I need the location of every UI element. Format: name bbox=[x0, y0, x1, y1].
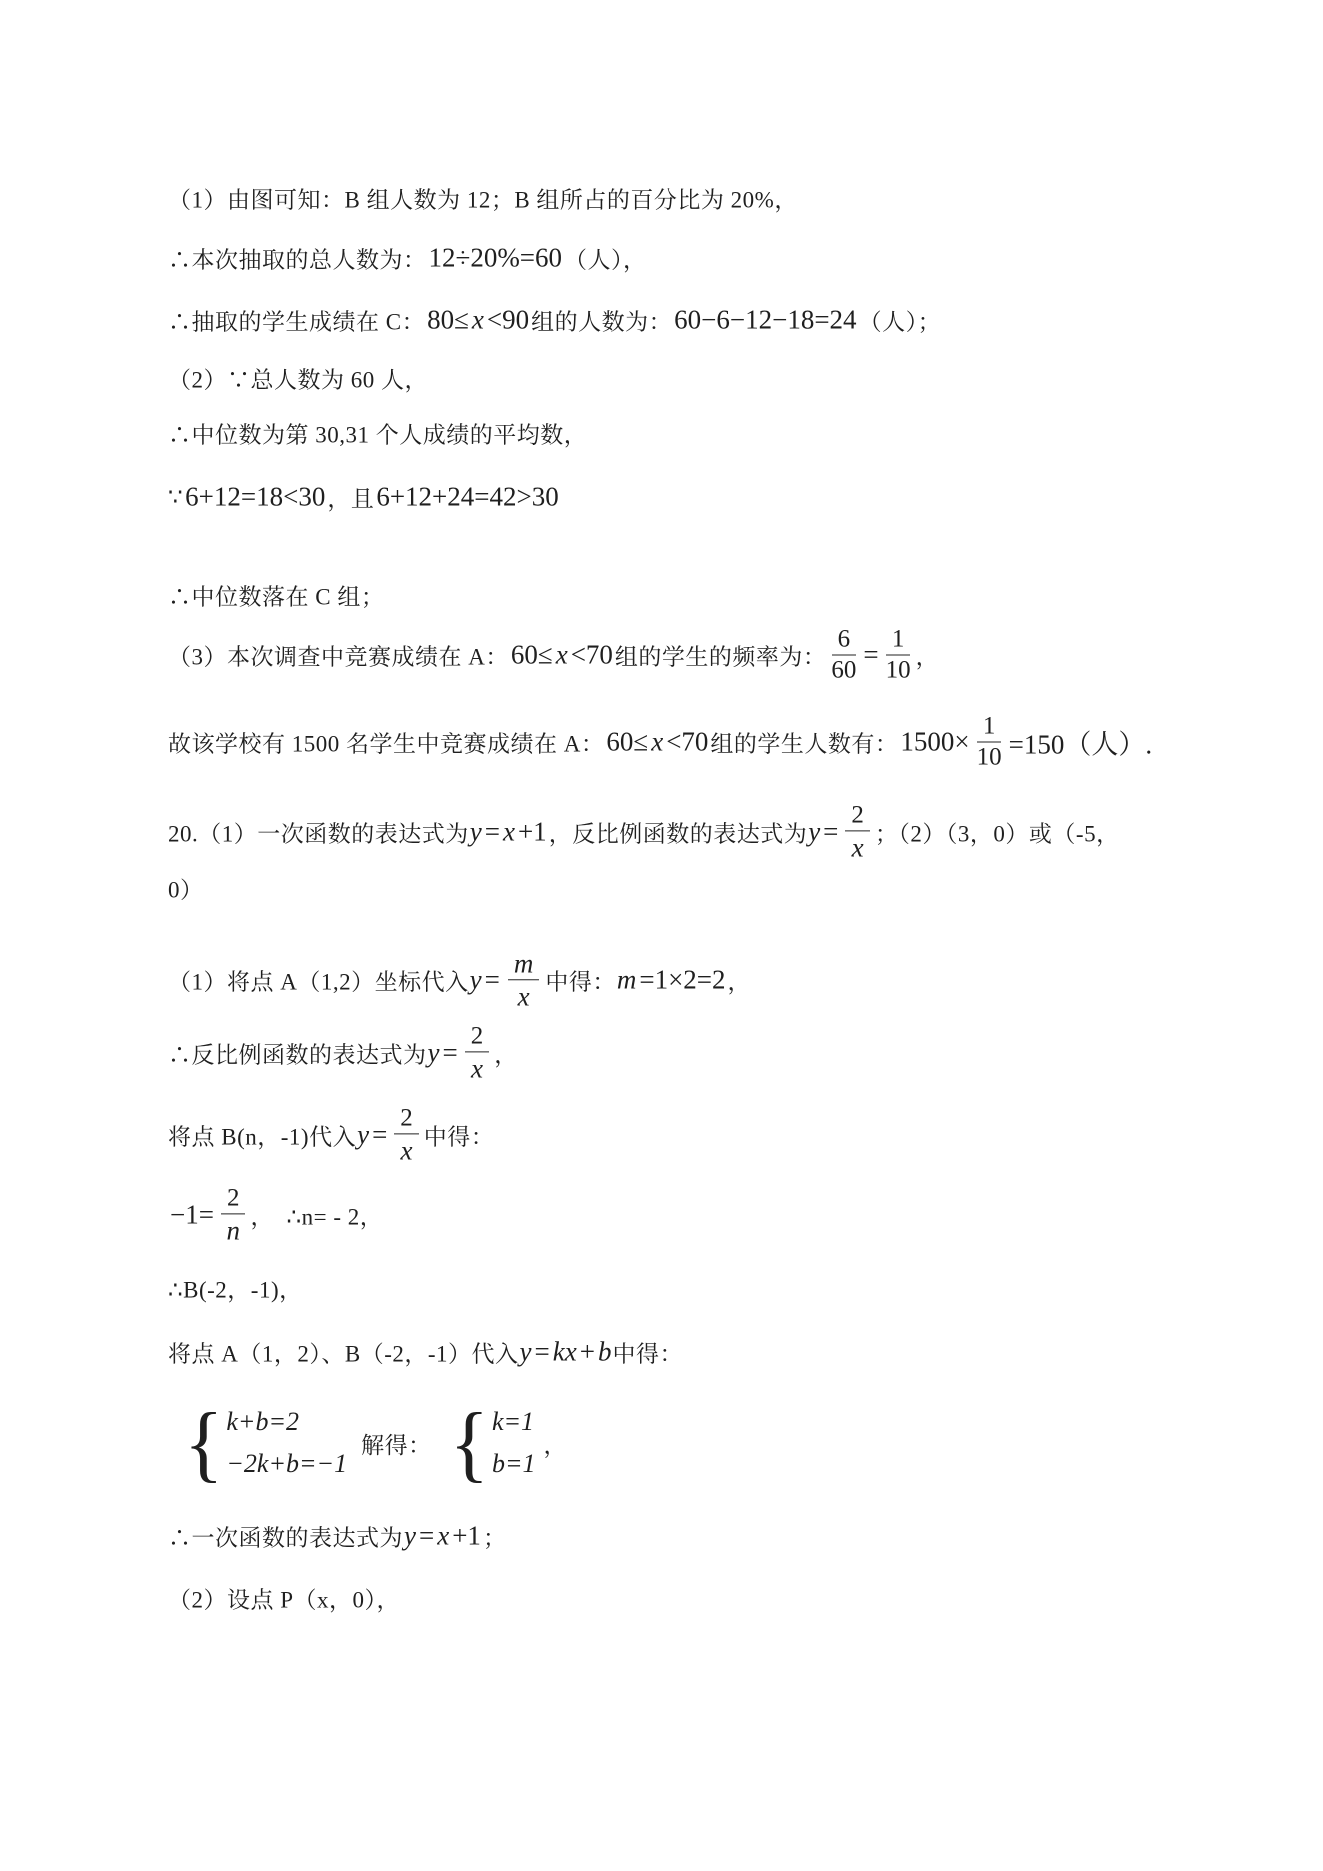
solution-line-6 bbox=[168, 481, 561, 514]
variable: y bbox=[519, 1336, 532, 1367]
math-segment: +1 bbox=[517, 816, 547, 847]
text-segment: 解得： bbox=[361, 1432, 432, 1458]
solution-line-19 bbox=[168, 1520, 506, 1553]
variable: x bbox=[471, 304, 484, 335]
equation-row: k=1 bbox=[491, 1407, 535, 1436]
equals-sign: = bbox=[418, 1520, 435, 1551]
text-segment: ∴中位数为第 30,31 个人成绩的平均数， bbox=[168, 422, 588, 448]
text-segment: 0） bbox=[168, 877, 204, 903]
variable: y bbox=[427, 1037, 440, 1068]
solution-line-15 bbox=[168, 1184, 383, 1245]
text-segment: 组的人数为： bbox=[531, 309, 673, 335]
math-segment: =1×2=2 bbox=[639, 964, 726, 995]
text-segment: ， bbox=[250, 1204, 287, 1230]
fraction-numerator: 2 bbox=[221, 1184, 246, 1214]
text-segment: 20.（1）一次函数的表达式为 bbox=[168, 821, 469, 847]
fraction bbox=[886, 626, 911, 685]
fraction-denominator: n bbox=[226, 1215, 240, 1246]
text-segment: ； bbox=[482, 1525, 507, 1551]
solution-line-2 bbox=[168, 242, 647, 275]
variable: kx bbox=[552, 1336, 577, 1367]
math-segment: 60−6−12−18=24 bbox=[674, 304, 857, 335]
math-segment: + bbox=[579, 1336, 595, 1367]
solution-line-17 bbox=[168, 1336, 683, 1369]
solution-line-9 bbox=[168, 713, 1154, 772]
equals-sign: = bbox=[484, 964, 500, 995]
math-segment: 80≤ bbox=[427, 304, 469, 335]
fraction-numerator: 1 bbox=[977, 713, 1002, 743]
solution-line-4 bbox=[168, 362, 428, 395]
left-brace: { bbox=[184, 1394, 224, 1491]
fraction-denominator: x bbox=[517, 981, 530, 1012]
fraction bbox=[465, 1022, 490, 1083]
text-segment: （人）， bbox=[564, 247, 647, 273]
variable: y bbox=[404, 1520, 416, 1551]
text-segment: 将点 B(n，-1)代入 bbox=[168, 1124, 357, 1150]
equation-row: k+b=2 bbox=[226, 1407, 299, 1436]
solution-line-10 bbox=[168, 801, 1120, 862]
solution-line-14 bbox=[168, 1104, 494, 1165]
math-segment: 60≤ bbox=[606, 726, 649, 757]
equation-system bbox=[184, 1394, 348, 1491]
math-segment: 60≤ bbox=[510, 639, 553, 670]
fraction-denominator: x bbox=[400, 1135, 413, 1166]
text-segment: ∴B(-2，-1)， bbox=[168, 1277, 303, 1303]
fraction-numerator: 6 bbox=[832, 626, 857, 656]
equals-sign: = bbox=[863, 639, 879, 670]
text-segment: ∴本次抽取的总人数为： bbox=[168, 247, 427, 273]
text-segment: 将点 A（1，2）、B（-2，-1）代入 bbox=[168, 1341, 519, 1367]
math-segment: <70 bbox=[570, 639, 613, 670]
text-segment: ， bbox=[543, 1432, 567, 1458]
equals-sign: = bbox=[442, 1037, 458, 1068]
math-segment: <90 bbox=[486, 304, 530, 335]
fraction-numerator: m bbox=[508, 948, 540, 980]
text-segment: （3）本次调查中竞赛成绩在 A： bbox=[168, 644, 509, 670]
fraction-numerator: 2 bbox=[394, 1104, 419, 1134]
math-segment: = bbox=[484, 816, 500, 847]
text-segment: （1）将点 A（1,2）坐标代入 bbox=[168, 969, 469, 995]
system-rows bbox=[226, 1407, 347, 1479]
variable: x bbox=[502, 816, 515, 847]
fraction-numerator: 1 bbox=[886, 626, 911, 656]
math-segment: −1= bbox=[170, 1199, 214, 1230]
fraction bbox=[507, 948, 541, 1011]
solution-line-1 bbox=[168, 182, 798, 215]
fraction-denominator: 10 bbox=[885, 656, 911, 684]
text-segment: 故该学校有 1500 名学生中竞赛成绩在 A： bbox=[168, 731, 605, 757]
left-brace: { bbox=[449, 1394, 489, 1491]
text-segment: ∵ bbox=[168, 484, 184, 509]
text-segment: 中得： bbox=[612, 1341, 683, 1367]
text-segment: ， bbox=[494, 1042, 518, 1068]
variable: m bbox=[616, 964, 637, 995]
fraction bbox=[831, 626, 856, 685]
variable: y bbox=[469, 816, 482, 847]
fraction-denominator: 10 bbox=[976, 743, 1002, 771]
math-segment: 1500× bbox=[900, 726, 970, 757]
fraction-denominator: x bbox=[851, 832, 864, 863]
variable: x bbox=[651, 726, 664, 757]
text-segment: （1）由图可知：B 组人数为 12；B 组所占的百分比为 20%， bbox=[168, 187, 798, 213]
equals-sign: = bbox=[534, 1336, 550, 1367]
text-segment: ∴反比例函数的表达式为 bbox=[168, 1042, 427, 1068]
text-segment: 中得： bbox=[423, 1124, 495, 1150]
fraction-denominator: x bbox=[470, 1053, 483, 1084]
math-segment: 12÷20%=60 bbox=[428, 242, 563, 273]
equals-sign: = bbox=[823, 816, 839, 847]
solution-line-16 bbox=[168, 1272, 303, 1305]
solution-line-11 bbox=[168, 872, 204, 905]
text-segment: 组的学生的频率为： bbox=[614, 644, 827, 670]
fraction-numerator: 2 bbox=[465, 1022, 490, 1052]
solution-line-3 bbox=[168, 304, 941, 337]
text-segment: ∴中位数落在 C 组； bbox=[168, 584, 385, 610]
variable: x bbox=[555, 639, 568, 670]
text-segment: ， bbox=[727, 969, 752, 995]
math-segment: <70 bbox=[666, 726, 709, 757]
fraction bbox=[221, 1184, 246, 1245]
text-segment: （人）； bbox=[858, 309, 942, 335]
variable: y bbox=[357, 1119, 370, 1150]
equation-row: b=1 bbox=[491, 1449, 536, 1478]
variable: b bbox=[597, 1336, 612, 1367]
solution-line-20 bbox=[168, 1582, 400, 1615]
text-segment: 组的学生人数有： bbox=[710, 731, 899, 757]
text-segment: 中得： bbox=[545, 969, 616, 995]
variable: x bbox=[437, 1520, 450, 1551]
solution-line-5 bbox=[168, 417, 587, 450]
fraction bbox=[977, 713, 1002, 772]
math-segment: 6+12+24=42>30 bbox=[376, 481, 559, 512]
variable: y bbox=[469, 964, 482, 995]
fraction-numerator: 2 bbox=[845, 801, 870, 831]
solution-line-12 bbox=[168, 948, 751, 1011]
solution-line-18 bbox=[180, 1394, 567, 1491]
variable: y bbox=[808, 816, 821, 847]
system-rows bbox=[492, 1407, 536, 1479]
text-segment: ，且 bbox=[327, 486, 375, 512]
text-segment: ∴抽取的学生成绩在 C： bbox=[168, 309, 426, 335]
math-segment: =150（人）. bbox=[1008, 729, 1153, 760]
equation-system bbox=[449, 1394, 536, 1491]
math-segment: +1 bbox=[452, 1520, 481, 1551]
equation-row: −2k+b=−1 bbox=[226, 1449, 348, 1478]
equals-sign: = bbox=[372, 1119, 388, 1150]
text-segment: ；（2）（3，0）或（-5， bbox=[874, 821, 1120, 847]
solution-line-8 bbox=[168, 626, 939, 685]
text-segment: （2）∵总人数为 60 人， bbox=[168, 367, 428, 393]
fraction-denominator: 60 bbox=[831, 656, 857, 684]
solution-line-7 bbox=[168, 579, 384, 612]
math-segment: 6+12=18<30 bbox=[185, 481, 326, 512]
text-segment: ∴一次函数的表达式为 bbox=[168, 1525, 403, 1551]
fraction bbox=[394, 1104, 419, 1165]
solution-line-13 bbox=[168, 1022, 518, 1083]
text-segment: ， bbox=[915, 644, 940, 670]
text-segment: ，反比例函数的表达式为 bbox=[548, 821, 808, 847]
text-segment: （2）设点 P（x，0）， bbox=[168, 1587, 401, 1613]
text-segment: ∴n= - 2， bbox=[286, 1204, 384, 1230]
fraction bbox=[845, 801, 870, 862]
